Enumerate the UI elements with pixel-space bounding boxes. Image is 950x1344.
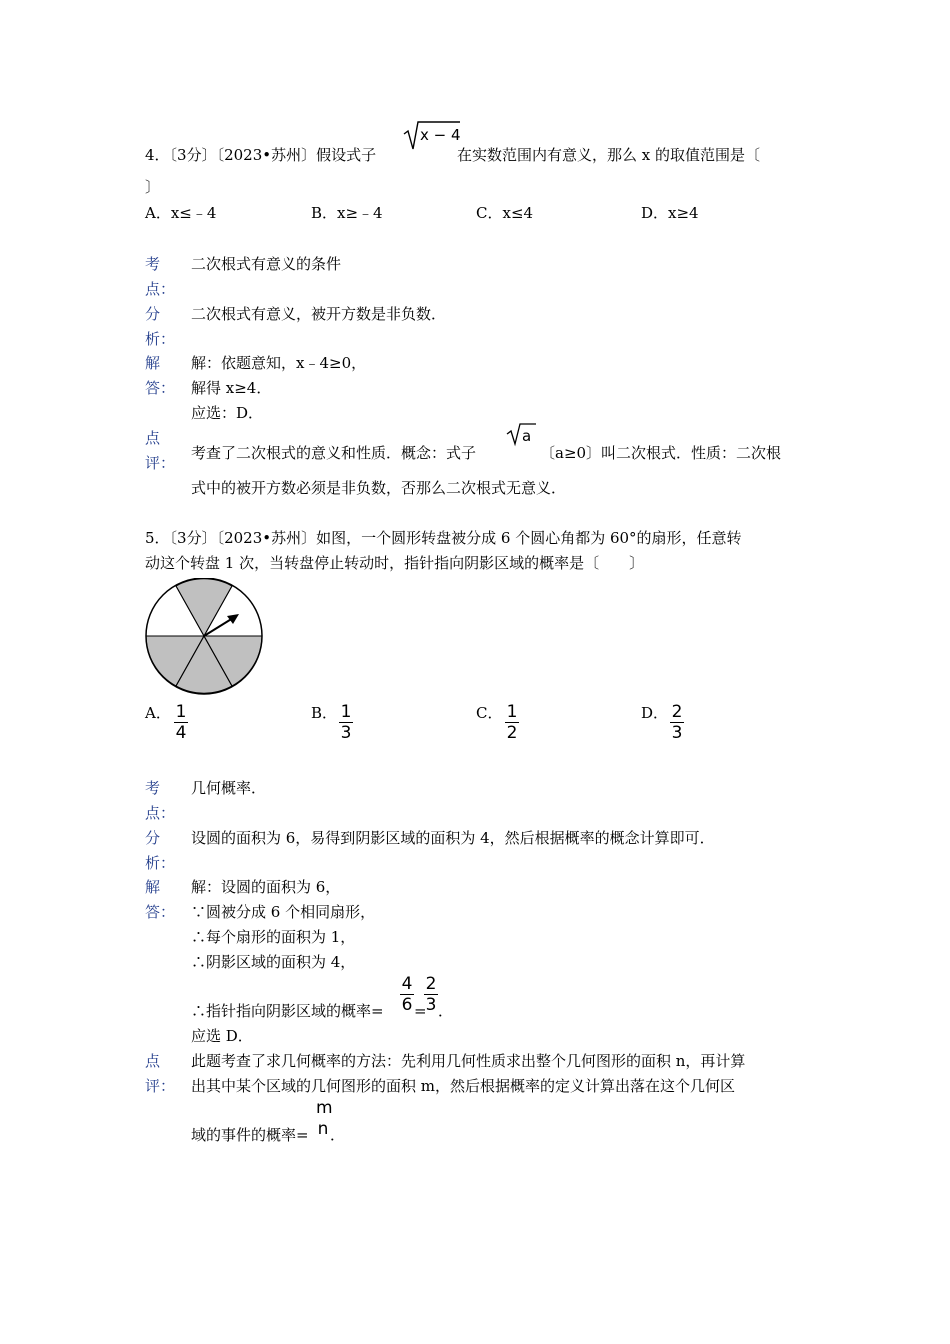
shaded-sector-top (176, 579, 232, 636)
spinner-figure (145, 578, 267, 696)
q4-jieda-line-3: 应选：D． (191, 404, 264, 422)
q5-stem-line-2: 动这个转盘 1 次，当转盘停止转动时，指针指向阴影区域的概率是〔 〕 (145, 554, 645, 572)
q5-option-c-letter: C． (476, 704, 503, 722)
q4-radicand: x − 4 (420, 126, 461, 144)
q5-prob-prefix: ∴指针指向阴影区域的概率= (191, 1002, 384, 1020)
q4-stem-prefix: 4．〔3分〕〔2023•苏州〕假设式子 (145, 146, 377, 164)
q4-fenxi-label-2: 析： (145, 330, 176, 348)
q4-option-b: B．x≥﹣4 (311, 204, 383, 222)
q4-fenxi-label-1: 分 (145, 305, 161, 323)
q5-answer: 应选 D． (191, 1027, 253, 1045)
q5-dianping-line-2: 出其中某个区域的几何图形的面积 m，然后根据概率的定义计算出落在这个几何区 (191, 1077, 735, 1095)
q4-radical (402, 120, 462, 156)
q5-stem-line-1: 5．〔3分〕〔2023•苏州〕如图，一个圆形转盘被分成 6 个圆心角都为 60°的扇形，任意转 (145, 529, 742, 547)
q4-option-c: C．x≤4 (476, 204, 534, 222)
q5-prob-fraction-1: 4 6 (401, 974, 413, 1015)
q4-option-d: D．x≥4 (641, 204, 699, 222)
pointer-arrow-head (227, 614, 239, 624)
q5-fenxi: 设圆的面积为 6，易得到阴影区域的面积为 4，然后根据概率的概念计算即可． (191, 829, 715, 847)
q5-fenxi-label-1: 分 (145, 829, 161, 847)
q5-option-b-fraction: 1 3 (340, 702, 352, 743)
q5-jieda-line-2: ∵圆被分成 6 个相同扇形， (191, 903, 376, 921)
q4-kaodian-label-2: 点： (145, 280, 176, 298)
q4-dianping-suffix: 〔a≥0〕叫二次根式．性质：二次根 (540, 444, 782, 462)
q5-dianping-last-end: ． (330, 1126, 346, 1144)
q5-option-d-fraction: 2 3 (671, 702, 683, 743)
q5-prob-end: ． (438, 1002, 454, 1020)
q5-prob-equals: = (414, 1002, 427, 1020)
q4-jieda-label-2: 答： (145, 379, 176, 397)
q4-dianping-label-1: 点 (145, 429, 161, 447)
q4-option-a: A．x≤﹣4 (145, 204, 217, 222)
q4-dianping-radicand: a (522, 427, 532, 445)
q5-option-a-letter: A． (145, 704, 171, 722)
q5-kaodian-label-2: 点： (145, 804, 176, 822)
radical-sign-icon (506, 422, 538, 448)
q5-dianping-label-1: 点 (145, 1052, 161, 1070)
q5-jieda-label-1: 解 (145, 878, 161, 896)
q5-kaodian: 几何概率． (191, 779, 267, 797)
q5-option-b-letter: B． (311, 704, 338, 722)
q4-kaodian: 二次根式有意义的条件 (191, 255, 342, 273)
q5-jieda-label-2: 答： (145, 903, 176, 921)
q5-jieda-line-1: 解：设圆的面积为 6， (191, 878, 341, 896)
q5-dianping-fraction: m n (316, 1098, 333, 1139)
q4-stem-close: 〕 (145, 178, 161, 196)
q5-jieda-line-3: ∴每个扇形的面积为 1， (191, 928, 356, 946)
q5-option-d-letter: D． (641, 704, 669, 722)
q4-dianping-label-2: 评： (145, 454, 176, 472)
q4-fenxi: 二次根式有意义，被开方数是非负数． (191, 305, 447, 323)
q4-stem-suffix: 在实数范围内有意义，那么 x 的取值范围是〔 (457, 146, 760, 164)
q4-dianping-radical (506, 422, 538, 452)
q5-dianping-line-1: 此题考查了求几何概率的方法：先利用几何性质求出整个几何图形的面积 n，再计算 (191, 1052, 746, 1070)
q5-jieda-line-4: ∴阴影区域的面积为 4， (191, 953, 356, 971)
q5-prob-fraction-2: 2 3 (425, 974, 437, 1015)
q4-dianping-prefix: 考查了二次根式的意义和性质．概念：式子 (191, 444, 477, 462)
q4-jieda-line-1: 解：依题意知，x﹣4≥0， (191, 354, 367, 372)
q5-option-a-fraction: 1 4 (175, 702, 187, 743)
q5-kaodian-label-1: 考 (145, 779, 161, 797)
q5-dianping-last-prefix: 域的事件的概率= (191, 1126, 309, 1144)
q5-option-c-fraction: 1 2 (506, 702, 518, 743)
radical-sign-icon (402, 120, 462, 152)
q5-dianping-label-2: 评： (145, 1077, 176, 1095)
q4-dianping-line-2: 式中的被开方数必须是非负数，否那么二次根式无意义． (191, 479, 567, 497)
q4-jieda-line-2: 解得 x≥4． (191, 379, 272, 397)
q4-kaodian-label-1: 考 (145, 255, 161, 273)
q4-jieda-label-1: 解 (145, 354, 161, 372)
q5-fenxi-label-2: 析： (145, 854, 176, 872)
